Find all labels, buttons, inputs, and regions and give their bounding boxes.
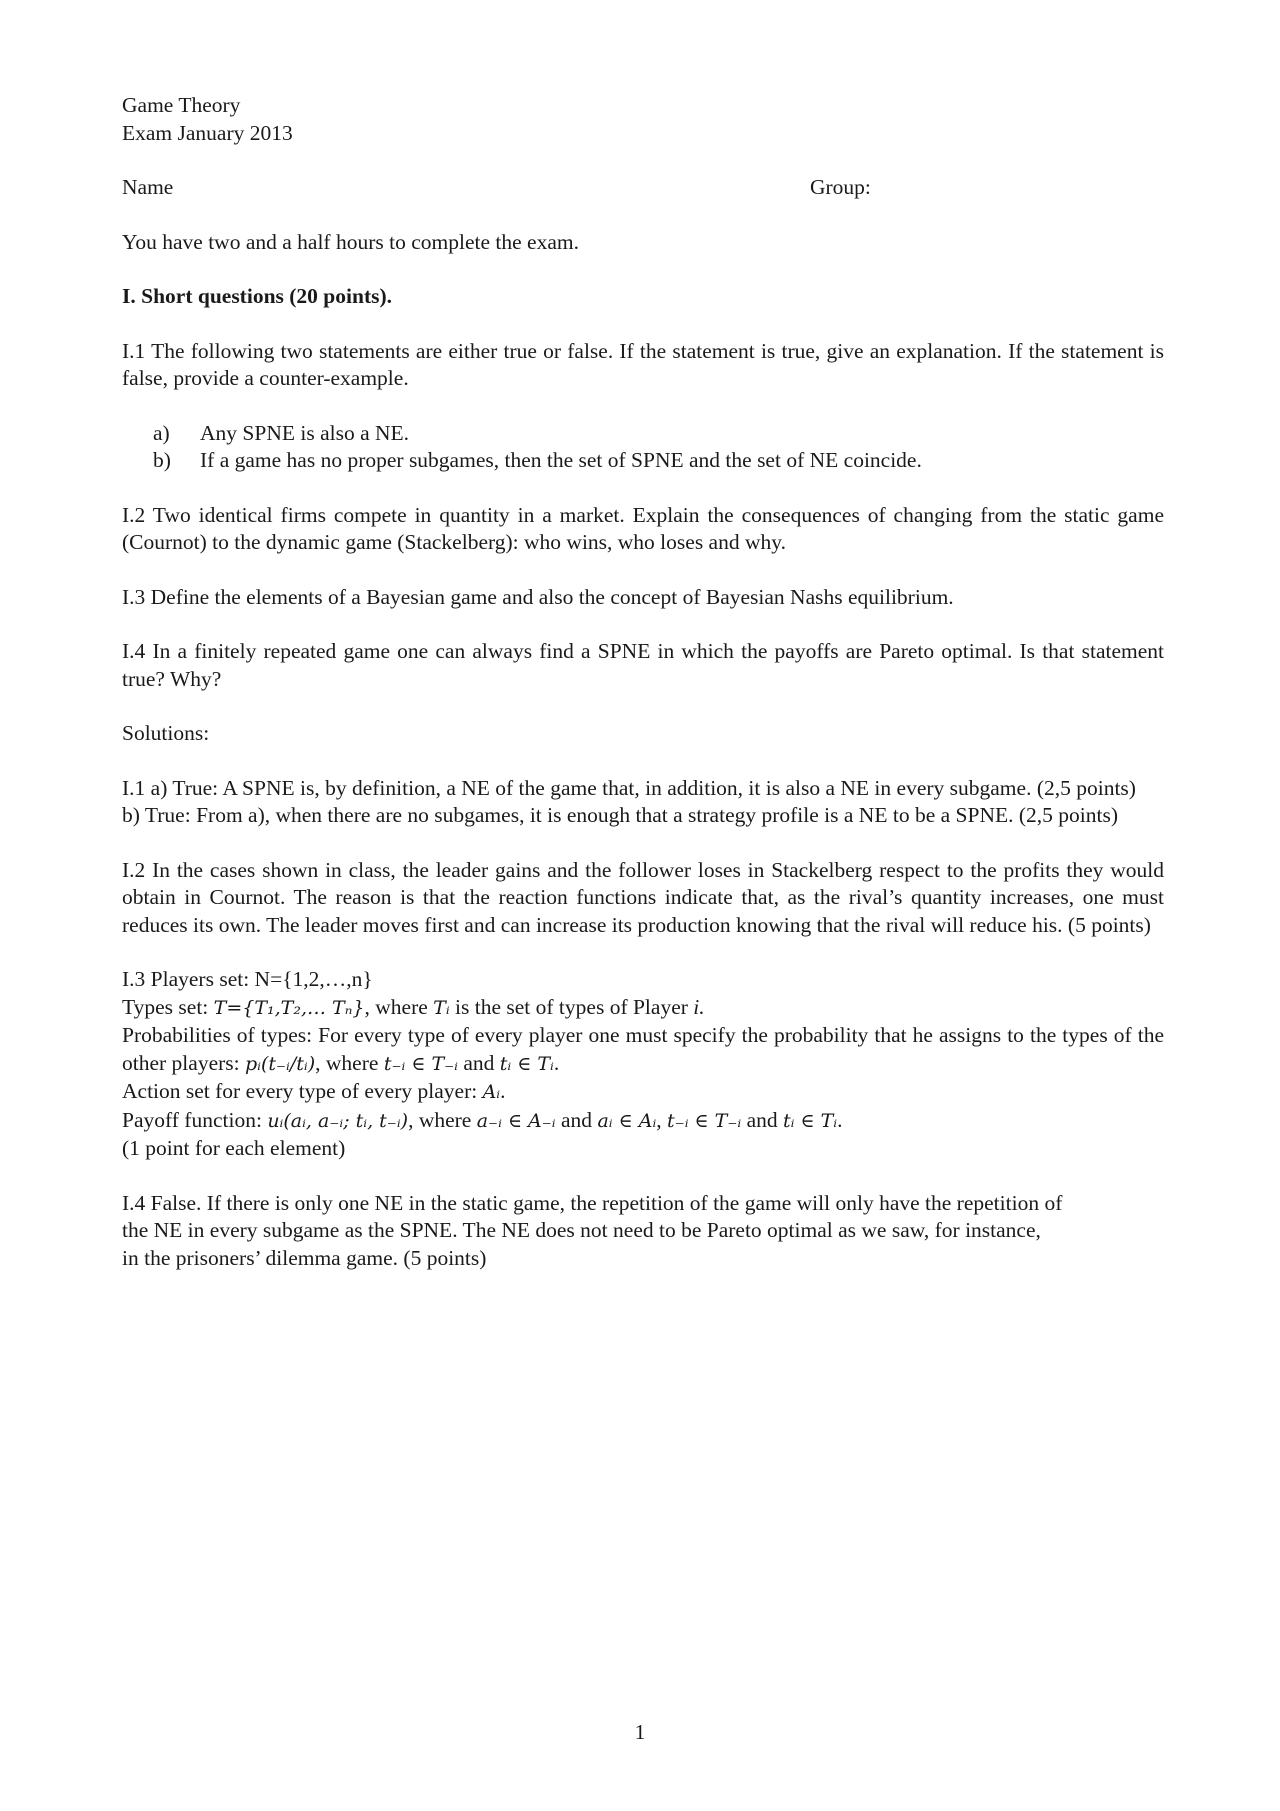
text-span: Action set for every type of every player:: [122, 1079, 483, 1103]
payoff-function: [122, 1107, 1164, 1136]
exam-date: Exam January 2013: [122, 120, 293, 145]
math-expression: Tᵢ: [433, 996, 450, 1019]
probabilities-of-types: [122, 1022, 1164, 1078]
text-span: ,: [656, 1107, 668, 1132]
math-expression: a₋ᵢ ∈ A₋ᵢ: [476, 1109, 556, 1132]
math-expression: pᵢ(t₋ᵢ/tᵢ): [245, 1052, 316, 1075]
text-span: is the set of types of Player: [449, 994, 694, 1019]
text-span: , where: [315, 1050, 384, 1075]
item-marker: a): [153, 420, 170, 445]
math-expression: uᵢ(aᵢ, a₋ᵢ; tᵢ, t₋ᵢ): [267, 1109, 409, 1132]
solution-4-line: the NE in every subgame as the SPNE. The NE does not need to be Pareto optimal as we saw, for instance,: [122, 1218, 1041, 1242]
text-span: Probabilities of types: For every type of every player one must specify the probability that he assigns to the types of the other players:: [122, 1023, 1164, 1075]
math-expression: T={T₁,T₂,… Tₙ}: [213, 996, 365, 1019]
item-text: Any SPNE is also a NE.: [200, 420, 410, 445]
math-expression: t₋ᵢ ∈ T₋ᵢ: [667, 1109, 742, 1132]
text-span: Types set:: [122, 994, 214, 1019]
solutions-title: Solutions:: [122, 721, 210, 745]
math-expression: tᵢ ∈ Tᵢ: [782, 1109, 838, 1132]
name-label: Name: [122, 175, 174, 199]
math-expression: t₋ᵢ ∈ T₋ᵢ: [383, 1052, 458, 1075]
question-3: I.3 Define the elements of a Bayesian game and also the concept of Bayesian Nashs equilibrium.: [122, 584, 954, 609]
page-content: [122, 92, 1164, 1272]
list-item: [122, 420, 1164, 448]
text-span: , where: [364, 994, 434, 1019]
solution-4-line: I.4 False. If there is only one NE in the static game, the repetition of the game will only have the repetition of: [122, 1190, 1063, 1215]
types-set: [122, 994, 1164, 1023]
course-title: Game Theory: [122, 93, 241, 117]
group-label: Group:: [810, 175, 871, 199]
solution-1b: b) True: From a), when there are no subgames, it is enough that a strategy profile is a NE to be a SPNE. (2,5 points): [122, 803, 1118, 827]
page-number: 1: [634, 1720, 646, 1744]
text-span: .: [500, 1079, 506, 1103]
text-span: and: [457, 1050, 500, 1075]
text-span: Payoff function:: [122, 1107, 268, 1132]
text-span: and: [741, 1107, 783, 1132]
section-title: I. Short questions (20 points).: [122, 284, 392, 308]
text-span: .: [837, 1107, 843, 1132]
players-set: I.3 Players set: N={1,2,…,n}: [122, 967, 373, 991]
question-2: I.2 Two identical firms compete in quantity in a market. Explain the consequences of changing from the static game (Cournot) to the dynamic game (Stackelberg): who wins, who loses and why.: [122, 502, 1164, 554]
question-1-items: [122, 420, 1164, 475]
solution-3: [122, 966, 1164, 1163]
math-expression: Aᵢ: [482, 1081, 501, 1103]
question-1: I.1 The following two statements are either true or false. If the statement is true, give an explanation. If the statement is false, provide a counter-example.: [122, 338, 1164, 390]
item-marker: b): [153, 448, 171, 472]
solution-4: [122, 1190, 1164, 1273]
name-group-row: [122, 174, 1164, 202]
list-item: [122, 447, 1164, 475]
text-span: and: [555, 1107, 598, 1132]
question-4: I.4 In a finitely repeated game one can always find a SPNE in which the payoffs are Pareto optimal. Is that statement true? Why?: [122, 639, 1164, 691]
exam-instructions: You have two and a half hours to complete the exam.: [122, 229, 579, 254]
text-span: , where: [408, 1107, 477, 1132]
action-set: [122, 1078, 1164, 1107]
points-note: (1 point for each element): [122, 1136, 346, 1160]
text-span: .: [553, 1050, 560, 1075]
item-text: If a game has no proper subgames, then the set of SPNE and the set of NE coincide.: [200, 448, 922, 472]
math-expression: tᵢ ∈ Tᵢ: [499, 1052, 554, 1075]
solution-4-line: in the prisoners’ dilemma game. (5 points): [122, 1245, 487, 1270]
solution-1a: I.1 a) True: A SPNE is, by definition, a NE of the game that, in addition, it is also a NE in every subgame. (2,5 points): [122, 775, 1136, 800]
math-expression: aᵢ ∈ Aᵢ: [597, 1109, 657, 1132]
solution-2: I.2 In the cases shown in class, the leader gains and the follower loses in Stackelberg respect to the profits they would obtain in Cournot. The reason is that the reaction functions indicate that, as the rival’s quantity increases, one must reduces its own. The leader moves first and can increase its production knowing that the rival will reduce his. (5 points): [122, 857, 1164, 937]
text-span: i.: [693, 994, 705, 1019]
